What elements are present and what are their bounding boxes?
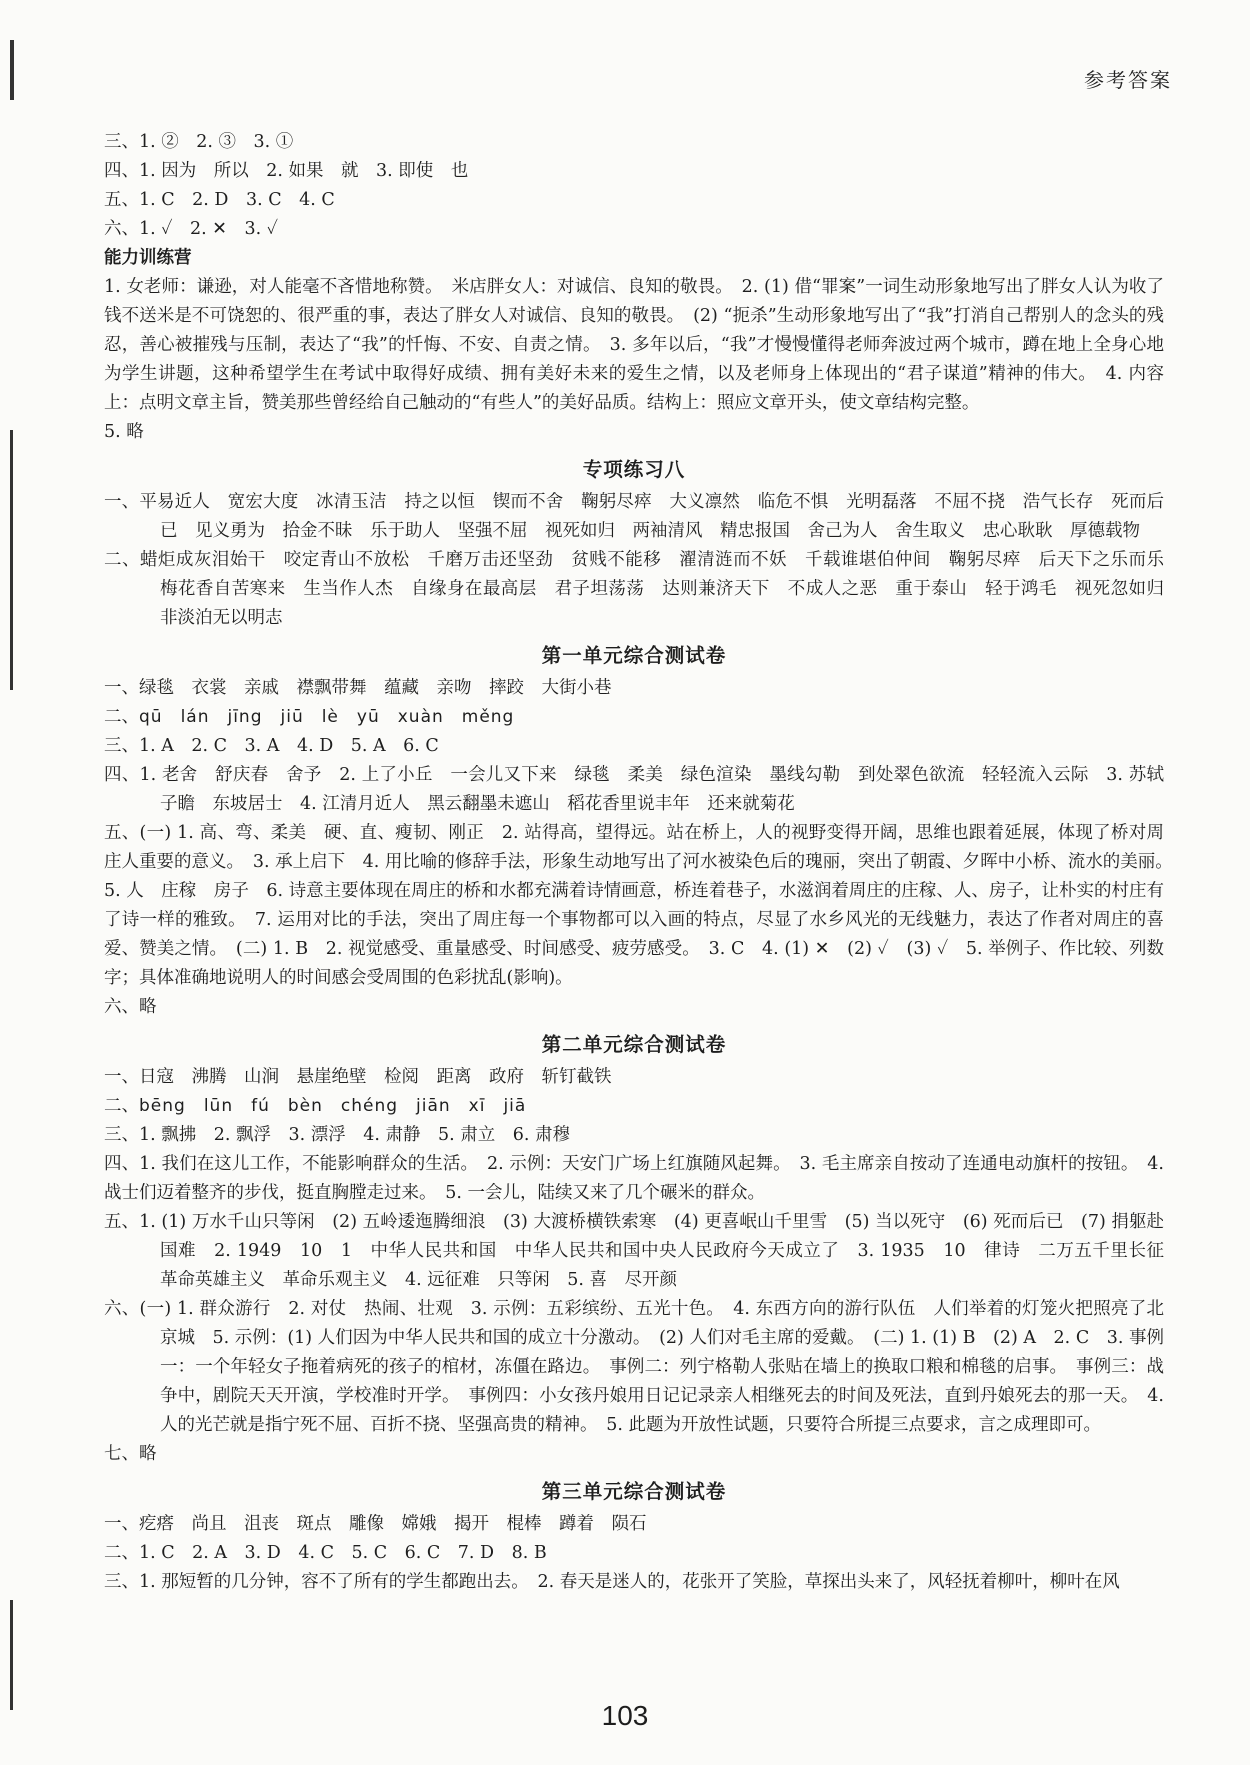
answer-line: 一、疙瘩 尚且 沮丧 斑点 雕像 嫦娥 揭开 棍棒 蹲着 陨石 <box>104 1514 647 1534</box>
answer-paragraph: 四、1. 老舍 舒庆春 舍予 2. 上了小丘 一会儿又下来 绿毯 柔美 绿色渲染 墨线勾勒 到处翠色欲流 轻轻流入云际 3. 苏轼 子瞻 东坡居士 4. 江清月近人 黑云翻墨未遮山 稻花香里说丰年 还来就菊花 <box>104 765 1182 814</box>
section-title: 第三单元综合测试卷 <box>541 1480 727 1503</box>
answer-paragraph: 1. 女老师：谦逊，对人能毫不吝惜地称赞。 米店胖女人：对诚信、良知的敬畏。 2. (1) 借“罪案”一词生动形象地写出了胖女人认为收了钱不送米是不可饶恕的、很严重的事，表达了胖女人对诚信、良知的敬畏。 (2) “扼杀”生动形象地写出了“我”打消自己帮别人的念头的残忍，善心被摧残与压制，表达了“我”的忏悔、不安、自责之情。 3. 多年以后，“我”才慢慢懂得老师奔波过两个城市，蹲在地上全身心地为学生讲题，这种希望学生在考试中取得好成绩、拥有美好未来的爱生之情，以及老师身上体现出的“君子谋道”精神的伟大。 4. 内容上：点明文章主旨，赞美那些曾经给自己触动的“有些人”的美好品质。结构上：照应文章开头，使文章结构完整。 <box>104 277 1164 413</box>
answer-line: 六、略 <box>104 997 157 1017</box>
answer-paragraph: 一、平易近人 宽宏大度 冰清玉洁 持之以恒 锲而不舍 鞠躬尽瘁 大义凛然 临危不惧 光明磊落 不屈不挠 浩气长存 死而后已 见义勇为 拾金不昧 乐于助人 坚强不屈 视死如归 两袖清风 精忠报国 舍己为人 舍生取义 忠心耿耿 厚德载物 <box>104 492 1164 541</box>
answer-content <box>104 128 1182 1597</box>
scan-edge-mark <box>10 40 14 100</box>
answer-line: 七、略 <box>104 1444 157 1464</box>
answer-paragraph: 五、1. (1) 万水千山只等闲 (2) 五岭逶迤腾细浪 (3) 大渡桥横铁索寒 (4) 更喜岷山千里雪 (5) 当以死守 (6) 死而后已 (7) 捐躯赴国难 2. 1949 10 1 中华人民共和国 中华人民共和国中央人民政府今天成立了 3. 1935 10 律诗 二万五千里长征 革命英雄主义 革命乐观主义 4. 远征难 只等闲 5. 喜 尽开颜 <box>104 1212 1182 1290</box>
pinyin-answer-line <box>104 703 1164 732</box>
page-header-tag: 参考答案 <box>1084 68 1172 92</box>
answer-line: 四、1. 因为 所以 2. 如果 就 3. 即使 也 <box>104 161 469 181</box>
page-number: 103 <box>601 1700 649 1731</box>
subsection-title: 能力训练营 <box>104 248 192 268</box>
answer-paragraph: 二、蜡炬成灰泪始干 咬定青山不放松 千磨万击还坚劲 贫贱不能移 濯清涟而不妖 千载谁堪伯仲间 鞠躬尽瘁 后天下之乐而乐 梅花香自苦寒来 生当作人杰 自缘身在最高层 君子坦荡荡 达则兼济天下 不成人之恶 重于泰山 轻于鸿毛 视死忽如归 非淡泊无以明志 <box>104 550 1182 628</box>
scan-edge-mark <box>10 1600 13 1710</box>
answer-line: 六、1. ✓ 2. ✕ 3. ✓ <box>104 219 279 239</box>
pinyin-answer-line <box>104 1092 1164 1121</box>
answer-paragraph: 三、1. 那短暂的几分钟，容不了所有的学生都跑出去。 2. 春天是迷人的，花张开了笑脸，草探出头来了，风轻抚着柳叶，柳叶在风 <box>104 1572 1120 1592</box>
question-label: 二、 <box>104 707 139 727</box>
answer-line: 三、1. A 2. C 3. A 4. D 5. A 6. C <box>104 736 439 756</box>
answer-paragraph: 六、(一) 1. 群众游行 2. 对仗 热闹、壮观 3. 示例：五彩缤纷、五光十色。 4. 东西方向的游行队伍 人们举着的灯笼火把照亮了北京城 5. 示例：(1) 人们因为中华人民共和国的成立十分激动。 (2) 人们对毛主席的爱戴。 (二) 1. (1) B (2) A 2. C 3. 事例一：一个年轻女子拖着病死的孩子的棺材，冻僵在路边。 事例二：列宁格勒人张贴在墙上的换取口粮和棉毯的启事。 事例三：战争中，剧院天天开演，学校准时开学。 事例四：小女孩丹娘用日记记录亲人相继死去的时间及死法，直到丹娘死去的那一天。 4. 人的光芒就是指宁死不屈、百折不挠、坚强高贵的精神。 5. 此题为开放性试题，只要符合所提三点要求，言之成理即可。 <box>104 1299 1164 1435</box>
answer-line: 5. 略 <box>104 422 144 442</box>
section-title: 第二单元综合测试卷 <box>541 1033 727 1056</box>
answer-paragraph: 四、1. 我们在这儿工作，不能影响群众的生活。 2. 示例：天安门广场上红旗随风起舞。 3. 毛主席亲自按动了连通电动旗杆的按钮。 4. 战士们迈着整齐的步伐，挺直胸膛走过来。 5. 一会儿，陆续又来了几个碾米的群众。 <box>104 1154 1164 1203</box>
pinyin-text: qū lán jīng jiū lè yū xuàn měng <box>139 707 515 727</box>
pinyin-text: bēng lūn fú bèn chéng jiān xī jiā <box>139 1096 527 1116</box>
answer-line: 二、1. C 2. A 3. D 4. C 5. C 6. C 7. D 8. B <box>104 1543 547 1563</box>
answer-line: 一、日寇 沸腾 山涧 悬崖绝壁 检阅 距离 政府 斩钉截铁 <box>104 1067 612 1087</box>
answer-line: 五、1. C 2. D 3. C 4. C <box>104 190 335 210</box>
answer-line: 一、绿毯 衣裳 亲戚 襟飘带舞 蕴藏 亲吻 摔跤 大街小巷 <box>104 678 612 698</box>
section-title: 专项练习八 <box>582 458 686 481</box>
answer-paragraph: 五、(一) 1. 高、弯、柔美 硬、直、瘦韧、刚正 2. 站得高，望得远。站在桥上，人的视野变得开阔，思维也跟着延展，体现了桥对周庄人重要的意义。 3. 承上启下 4. 用比喻的修辞手法，形象生动地写出了河水被染色后的瑰丽，突出了朝霞、夕晖中小桥、流水的美丽。 5. 人 庄稼 房子 6. 诗意主要体现在周庄的桥和水都充满着诗情画意，桥连着巷子，水滋润着周庄的庄稼、人、房子，让朴实的村庄有了诗一样的雅致。 7. 运用对比的手法，突出了周庄每一个事物都可以入画的特点，尽显了水乡风光的无线魅力，表达了作者对周庄的喜爱、赞美之情。 (二) 1. B 2. 视觉感受、重量感受、时间感受、疲劳感受。 3. C 4. (1) ✕ (2) ✓ (3) ✓ 5. 举例子、作比较、列数字；具体准确地说明人的时间感会受周围的色彩扰乱(影响)。 <box>104 823 1182 988</box>
question-label: 二、 <box>104 1096 139 1116</box>
answer-line: 三、1. ② 2. ③ 3. ① <box>104 132 294 152</box>
scan-edge-mark <box>10 430 13 690</box>
answer-line: 三、1. 飘拂 2. 飘浮 3. 漂浮 4. 肃静 5. 肃立 6. 肃穆 <box>104 1125 571 1145</box>
section-title: 第一单元综合测试卷 <box>541 644 727 667</box>
